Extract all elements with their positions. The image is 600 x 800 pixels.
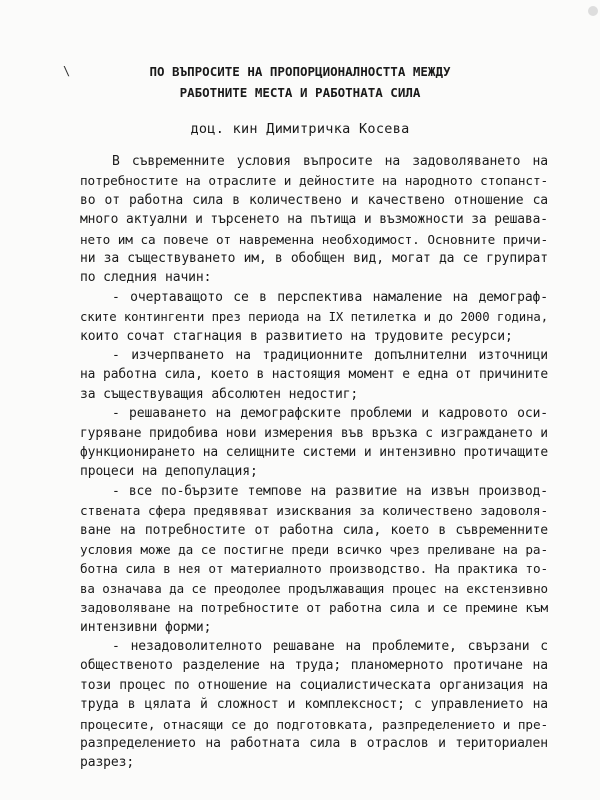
body-line: този процес по отношение на социалистическата организация на	[80, 678, 549, 693]
body-line: условия може да се постигне преди всичко чрез преливане на ра-	[80, 542, 548, 557]
margin-mark: \	[63, 64, 71, 78]
body-line: В съвременните условия въпросите на задоволяването на	[112, 154, 548, 169]
body-line: разпределението на работната сила в отраслов и териториален	[80, 736, 548, 751]
body-line: - очертаващото се в перспектива намаление на демограф-	[112, 290, 549, 305]
author-line: доц. кин Димитричка Косева	[190, 121, 410, 137]
body-line: много актуални и търсенето на пътища и възможности за решава-	[80, 212, 548, 227]
body-line: - изчерпването на традиционните допълнителни източници	[112, 348, 548, 363]
body-line: ските контингенти през периода на IX петилетка и до 2000 година,	[80, 310, 549, 324]
body-line: ствената сфера предявяват изисквания за количествено задоволя-	[80, 503, 548, 518]
body-line: - все по-бързите темпове на развитие на извън производ-	[112, 484, 549, 499]
body-line: интензивни форми;	[80, 620, 212, 635]
body-line: ни за съществуването им, в обобщен вид, могат да се групират	[80, 251, 549, 266]
body-line: ване на потребностите от работна сила, което в съвременните	[80, 523, 549, 538]
body-line: на работна сила, което в настоящия момент е една от причините	[80, 367, 548, 382]
body-line: во от работна сила в количествено и качествено отношение са	[80, 193, 549, 208]
body-line: по следния начин:	[80, 270, 212, 285]
body-line: нето им са повече от навременна необходимост. Основните причи-	[80, 232, 549, 247]
body-line: процеси на депопулация;	[80, 464, 258, 479]
body-line: за съществуващия абсолютен недостиг;	[80, 387, 359, 402]
body-line: гуряване придобива нови измерения във връзка с изграждането и	[80, 426, 548, 441]
body-line: функционирането на селищните системи и интензивно протичащите	[80, 445, 549, 460]
corner-smudge	[588, 6, 598, 16]
body-line: - решаването на демографските проблеми и кадровото оси-	[112, 406, 549, 421]
body-line: ботна сила в нея от материалното производство. На практика то-	[80, 561, 549, 576]
body-line: - незадоволителното решаване на проблемите, свързани с	[112, 639, 549, 654]
body-line: труда в цялата й сложност и комплексност; с управлението на	[80, 697, 549, 712]
body-line: процесите, отнасящи се до подготовката, разпределението и пре-	[80, 717, 549, 732]
body-line: потребностите на отраслите и дейностите на народното стопанст-	[80, 173, 549, 188]
title-line-2: РАБОТНИТЕ МЕСТА И РАБОТНАТА СИЛА	[179, 85, 421, 100]
body-line: задоволяване на потребностите от работна сила и се премине към	[80, 600, 549, 615]
body-line: разрез;	[80, 755, 135, 770]
body-line: общественото разделение на труда; планомерното протичане на	[80, 658, 548, 673]
body-line: ва означава да се преодолее продължаващия процес на екстензивно	[80, 581, 548, 596]
body-line: които сочат стагнация в развитието на трудовите ресурси;	[80, 329, 513, 344]
title-line-1: ПО ВЪПРОСИТЕ НА ПРОПОРЦИОНАЛНОСТТА МЕЖДУ	[149, 64, 451, 79]
